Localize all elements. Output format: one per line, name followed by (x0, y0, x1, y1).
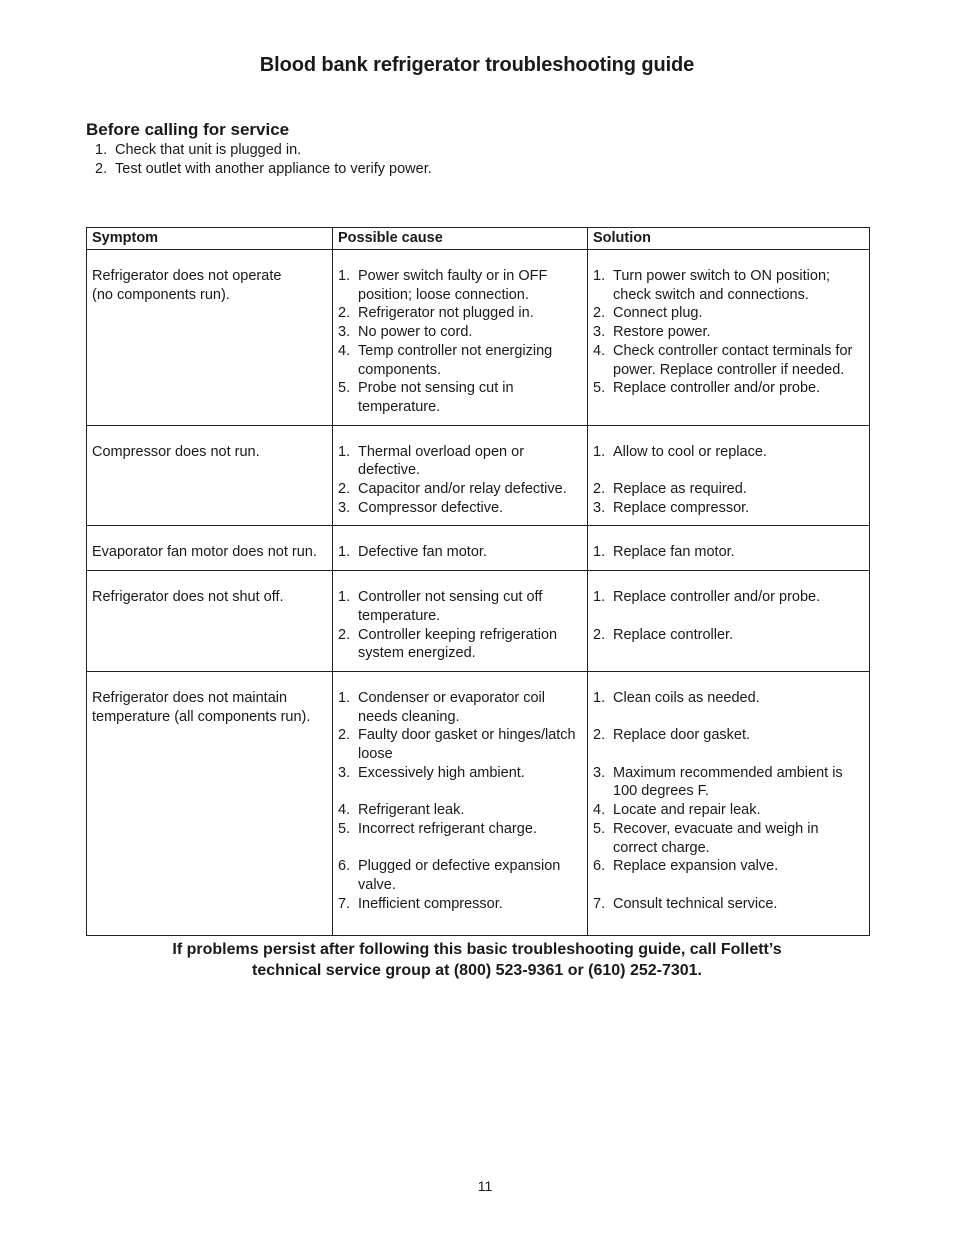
before-service-list (86, 141, 866, 179)
cause-item-text: Inefficient compressor. (358, 895, 503, 912)
cause-item (338, 764, 582, 783)
cause-item-number: 5. (338, 380, 351, 397)
cause-list (338, 588, 582, 663)
solution-item-number: 5. (593, 820, 606, 837)
solution-item-text: Replace compressor. (613, 499, 750, 516)
cause-item-text: Incorrect refrigerant charge. (358, 820, 537, 837)
solution-item-number: 5. (593, 380, 606, 397)
cause-item (338, 499, 582, 518)
solution-item-text: Locate and repair leak. (613, 802, 761, 819)
solution-list (593, 588, 864, 644)
cause-item-number: 1. (338, 589, 351, 606)
list-item (86, 160, 866, 179)
symptom-text: Evaporator fan motor does not run. (92, 544, 317, 561)
cause-item-text: Plugged or defective expansion valve. (358, 858, 561, 893)
cause-item-number: 1. (338, 689, 351, 706)
cause-item-text: Excessively high ambient. (358, 764, 525, 781)
table-row (87, 250, 870, 426)
solution-item-number: 6. (593, 858, 606, 875)
solution-item-text: Recover, evacuate and weigh in correct charge. (613, 820, 819, 856)
solution-item-number: 2. (593, 305, 606, 322)
solution-item-number: 2. (593, 481, 606, 498)
cause-item (338, 342, 582, 379)
service-contact-line: technical service group at (800) 523-9361 or (610) 252-7301. (251, 962, 702, 979)
solution-item (593, 820, 864, 857)
solution-item (593, 588, 864, 607)
solution-cell (588, 526, 870, 571)
cause-item-text: Temp controller not energizing components. (358, 342, 553, 378)
solution-list (593, 267, 864, 398)
cause-item (338, 857, 582, 894)
cause-item-text: Refrigerant leak. (358, 802, 465, 819)
table-row (87, 571, 870, 672)
symptom-text: temperature (all components run). (92, 708, 311, 725)
solution-cell (588, 671, 870, 935)
header-solution: Solution (588, 228, 870, 250)
cause-cell (333, 425, 588, 526)
solution-item (593, 543, 864, 562)
solution-item-number: 1. (593, 544, 606, 561)
solution-item-text: Connect plug. (613, 305, 703, 322)
solution-item-number: 1. (593, 689, 606, 706)
solution-item-text: Clean coils as needed. (613, 689, 760, 706)
solution-item-number: 3. (593, 499, 606, 516)
cause-cell (333, 250, 588, 426)
list-item-text: Check that unit is plugged in. (115, 142, 302, 158)
cause-item-text: Power switch faulty or in OFF position; loose connection. (358, 268, 548, 303)
solution-item (593, 726, 864, 745)
solution-item-text: Turn power switch to ON position; check switch and connections. (613, 268, 831, 303)
solution-item (593, 304, 864, 323)
solution-cell (588, 571, 870, 672)
list-item-number: 1. (95, 142, 108, 158)
cause-item (338, 543, 582, 562)
solution-item-number: 2. (593, 626, 606, 643)
cause-item-text: No power to cord. (358, 324, 473, 341)
cause-item-number: 2. (338, 305, 351, 322)
cause-item (338, 895, 582, 914)
cause-item-text: Defective fan motor. (358, 544, 487, 561)
table-header-row (87, 228, 870, 250)
symptom-text: Refrigerator does not operate (92, 268, 282, 284)
page-title: Blood bank refrigerator troubleshooting guide (259, 54, 695, 76)
cause-item (338, 588, 582, 625)
solution-item-text: Replace controller. (613, 626, 734, 643)
solution-item-text: Replace controller and/or probe. (613, 589, 821, 606)
cause-item (338, 801, 582, 820)
symptom-cell (87, 671, 333, 935)
solution-item (593, 801, 864, 820)
solution-item-number: 7. (593, 895, 606, 912)
troubleshooting-table (86, 227, 870, 936)
table-row (87, 526, 870, 571)
cause-item-text: Controller not sensing cut off temperature. (358, 589, 543, 624)
solution-item-number: 4. (593, 802, 606, 819)
cause-item-text: Refrigerator not plugged in. (358, 305, 534, 322)
cause-item-text: Probe not sensing cut in temperature. (358, 380, 514, 415)
cause-item-number: 1. (338, 268, 351, 284)
cause-item (338, 820, 582, 839)
cause-item-number: 2. (338, 626, 351, 643)
cause-item-text: Controller keeping refrigeration system energized. (358, 626, 558, 662)
solution-item-text: Restore power. (613, 324, 711, 341)
cause-item-number: 4. (338, 802, 351, 819)
cause-item-number: 1. (338, 443, 351, 460)
solution-item (593, 323, 864, 342)
before-service-section (86, 120, 866, 179)
cause-list (338, 443, 582, 518)
solution-item (593, 267, 864, 304)
cause-item (338, 267, 582, 304)
cause-list (338, 689, 582, 913)
list-item-number: 2. (95, 161, 108, 177)
solution-item (593, 626, 864, 645)
solution-list (593, 543, 864, 562)
cause-item-number: 3. (338, 324, 351, 341)
solution-item-text: Replace as required. (613, 481, 747, 498)
cause-item (338, 323, 582, 342)
cause-item-number: 5. (338, 820, 351, 837)
cause-item (338, 689, 582, 726)
solution-list (593, 689, 864, 913)
solution-item (593, 443, 864, 462)
page-number: 11 (477, 1178, 493, 1194)
solution-item (593, 342, 864, 379)
symptom-text: (no components run). (92, 286, 230, 303)
solution-item-text: Consult technical service. (613, 895, 778, 912)
table-row (87, 671, 870, 935)
solution-item-number: 1. (593, 268, 606, 284)
cause-item-number: 6. (338, 858, 351, 875)
solution-item-number: 3. (593, 764, 606, 781)
solution-item-text: Replace expansion valve. (613, 858, 779, 875)
cause-item (338, 480, 582, 499)
service-contact-note (0, 939, 954, 981)
cause-item-text: Compressor defective. (358, 499, 504, 516)
table-row (87, 425, 870, 526)
cause-item-text: Faulty door gasket or hinges/latch loose (358, 727, 576, 763)
solution-cell (588, 425, 870, 526)
solution-item (593, 895, 864, 914)
cause-cell (333, 526, 588, 571)
solution-item (593, 857, 864, 876)
solution-item-text: Check controller contact terminals for power. Replace controller if needed. (613, 342, 853, 378)
symptom-cell (87, 250, 333, 426)
header-possible-cause: Possible cause (333, 228, 588, 250)
solution-cell (588, 250, 870, 426)
symptom-cell (87, 425, 333, 526)
cause-item (338, 304, 582, 323)
cause-item-text: Thermal overload open or defective. (358, 443, 525, 479)
cause-item-number: 3. (338, 499, 351, 516)
solution-item-text: Replace door gasket. (613, 727, 751, 744)
solution-item-text: Maximum recommended ambient is 100 degrees F. (613, 764, 843, 800)
solution-item (593, 480, 864, 499)
cause-item-number: 7. (338, 895, 351, 912)
symptom-text: Refrigerator does not shut off. (92, 589, 284, 606)
symptom-cell (87, 571, 333, 672)
cause-item-number: 3. (338, 764, 351, 781)
cause-cell (333, 671, 588, 935)
cause-list (338, 267, 582, 417)
list-item (86, 141, 866, 160)
cause-item-number: 2. (338, 727, 351, 744)
cause-item-number: 2. (338, 481, 351, 498)
symptom-text: Compressor does not run. (92, 443, 260, 460)
solution-item (593, 379, 864, 398)
solution-item (593, 764, 864, 801)
solution-item-number: 3. (593, 324, 606, 341)
cause-item-text: Condenser or evaporator coil needs cleaning. (358, 689, 545, 725)
list-item-text: Test outlet with another appliance to verify power. (115, 161, 432, 177)
cause-item-number: 1. (338, 544, 351, 561)
solution-item-number: 1. (593, 443, 606, 460)
solution-item-number: 4. (593, 342, 606, 359)
cause-item (338, 379, 582, 416)
cause-item-number: 4. (338, 342, 351, 359)
solution-item (593, 689, 864, 708)
cause-cell (333, 571, 588, 672)
cause-item (338, 443, 582, 480)
solution-item (593, 499, 864, 518)
solution-item-text: Allow to cool or replace. (613, 443, 767, 460)
solution-list (593, 443, 864, 518)
cause-item (338, 626, 582, 663)
solution-item-text: Replace fan motor. (613, 544, 735, 561)
cause-item-text: Capacitor and/or relay defective. (358, 481, 567, 498)
service-contact-line: If problems persist after following this basic troubleshooting guide, call Follett’s (172, 941, 782, 958)
symptom-text: Refrigerator does not maintain (92, 689, 288, 706)
before-service-heading: Before calling for service (86, 120, 290, 139)
solution-item-number: 2. (593, 727, 606, 744)
header-symptom: Symptom (87, 228, 333, 250)
cause-item (338, 726, 582, 763)
symptom-cell (87, 526, 333, 571)
solution-item-number: 1. (593, 589, 606, 606)
cause-list (338, 543, 582, 562)
solution-item-text: Replace controller and/or probe. (613, 380, 821, 397)
table-body (87, 250, 870, 936)
